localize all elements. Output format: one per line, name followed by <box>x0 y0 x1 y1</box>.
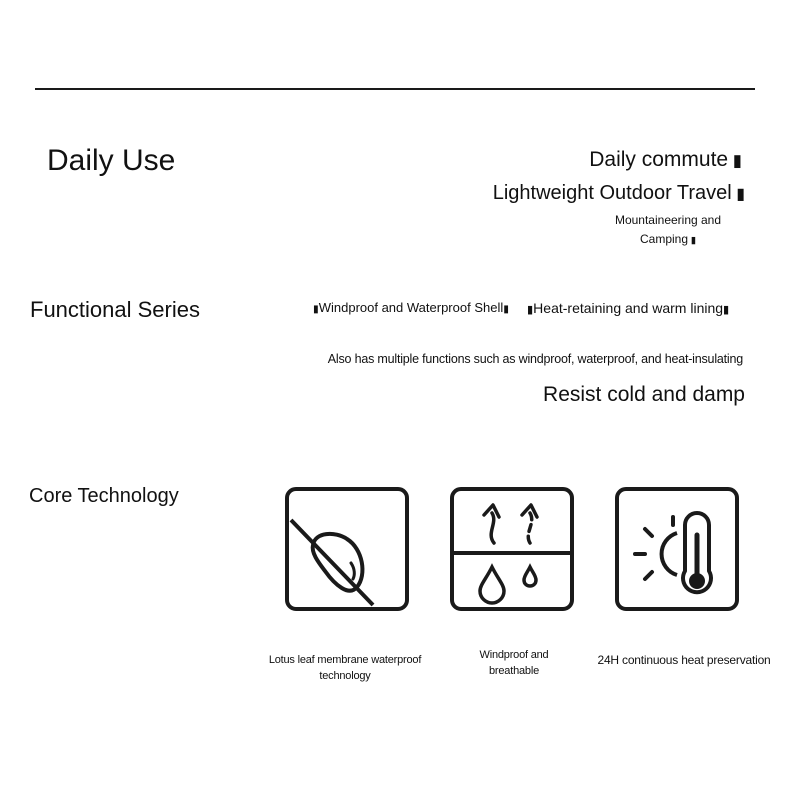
top-divider <box>35 88 755 90</box>
windproof-breathable-icon <box>450 487 574 611</box>
resist-cold-headline: Resist cold and damp <box>543 383 745 406</box>
missing-glyph-icon: ▮ <box>503 304 509 315</box>
missing-glyph-icon: ▮ <box>527 304 534 316</box>
missing-glyph-icon: ▮ <box>313 304 319 315</box>
windproof-caption: Windproof and breathable <box>479 649 549 677</box>
warm-lining-tag: ▮Heat-retaining and warm lining▮ <box>527 300 730 316</box>
core-technology-title: Core Technology <box>29 485 179 507</box>
missing-glyph-icon: ▮ <box>731 186 745 203</box>
heat-thermometer-icon <box>615 487 739 611</box>
missing-glyph-icon: ▮ <box>688 235 696 246</box>
functional-description: Also has multiple functions such as windproof, waterproof, and heat-insulating <box>327 352 743 366</box>
heat-preservation-caption: 24H continuous heat preservation <box>597 653 771 667</box>
lotus-leaf-caption: Lotus leaf membrane waterproof technology <box>268 654 422 682</box>
outdoor-travel-item: Lightweight Outdoor Travel ▮ <box>492 182 745 204</box>
daily-commute-item: Daily commute ▮ <box>589 148 742 171</box>
missing-glyph-icon: ▮ <box>723 304 730 316</box>
mountaineering-item: Mountaineering and Camping ▮ <box>614 213 722 246</box>
daily-use-title: Daily Use <box>47 144 176 177</box>
lotus-leaf-waterproof-icon <box>285 487 409 611</box>
missing-glyph-icon: ▮ <box>728 151 742 170</box>
windproof-shell-tag: ▮Windproof and Waterproof Shell▮ <box>313 300 509 315</box>
functional-series-title: Functional Series <box>30 297 200 322</box>
